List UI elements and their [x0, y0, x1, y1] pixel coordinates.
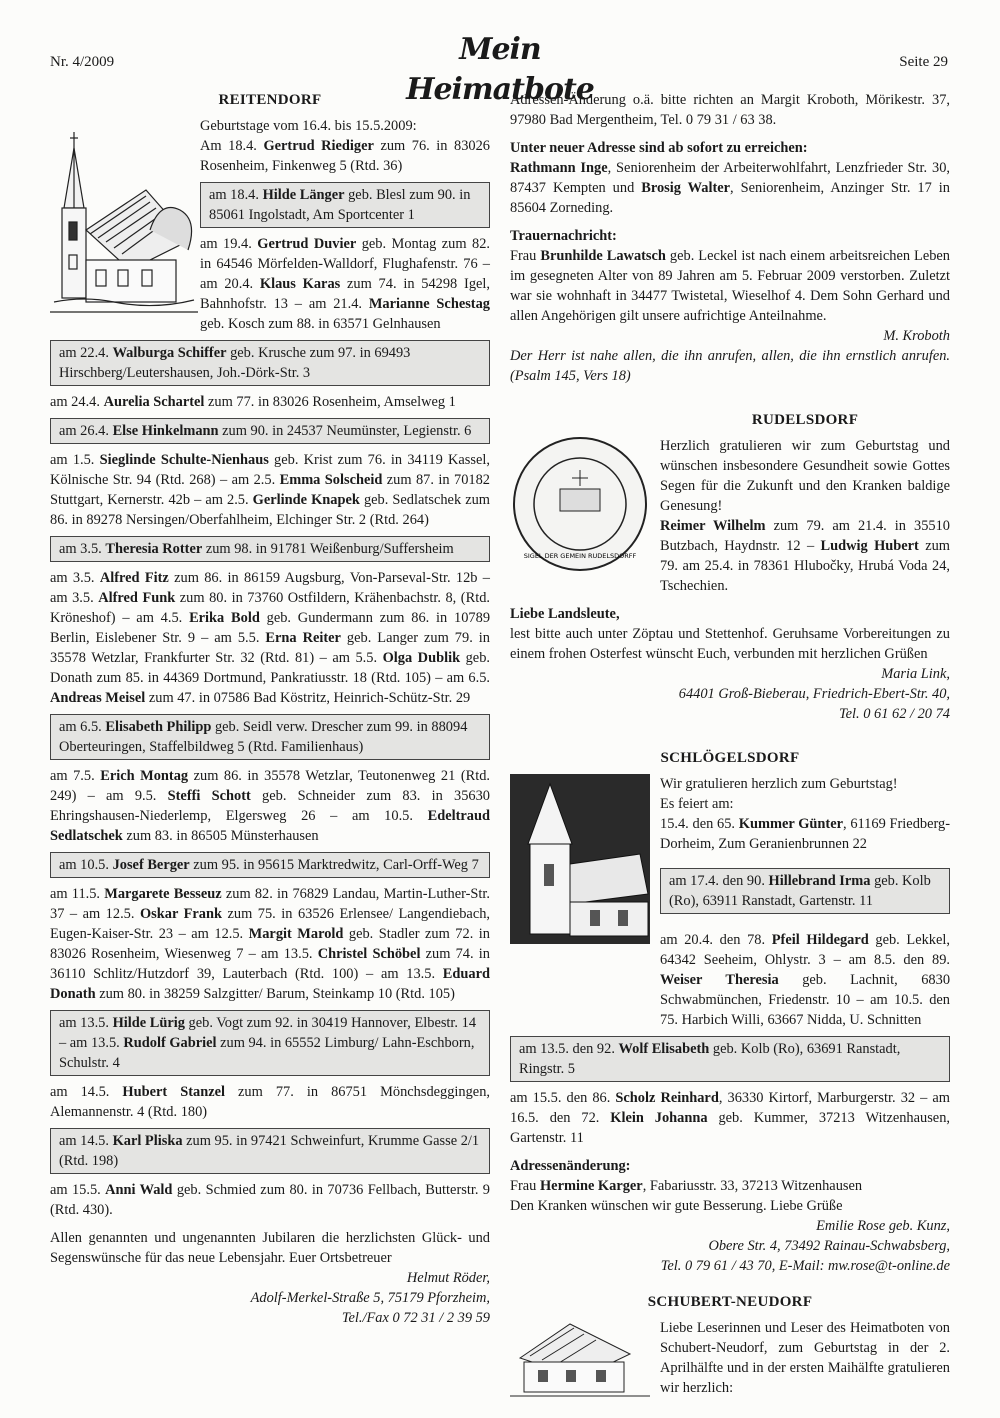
issue-number: Nr. 4/2009 — [50, 54, 115, 70]
get-well-text: Den Kranken wünschen wir gute Besserung. Liebe Grüße — [510, 1198, 843, 1214]
reitendorf-heading: REITENDORF — [218, 92, 322, 108]
signature-address: 64401 Groß-Bieberau, Friedrich-Ebert-Str. 40, — [678, 686, 950, 702]
left-column — [50, 90, 490, 1328]
greeting-text: lest bitte auch unter Zöptau und Stettenhof. Geruhsame Vorbereitungen zu einem frohen Osterfest wünscht Euch, verbunden mit herzlichen Grüßen — [510, 626, 950, 662]
reitendorf-intro: Geburtstage vom 16.4. bis 15.5.2009: — [200, 118, 417, 134]
signature-contact: Tel. 0 79 61 / 43 70, E-Mail: mw.rose@t-online.de — [660, 1258, 950, 1274]
signature-phone: Tel./Fax 0 72 31 / 2 39 59 — [341, 1310, 490, 1326]
schubert-neudorf-heading: SCHUBERT-NEUDORF — [647, 1294, 813, 1310]
list-item: am 20.4. den 78. Pfeil Hildegard geb. Lekkel, 64342 Seeheim, Ohlystr. 3 – am 8.5. den 89. Weiser Theresia geb. Lachnit, 6830 Schwabmünchen, Friedenstr. 10 – am 10.5. den 75. Harbich Willi, 63667 Nidda, U. Schnitten — [660, 932, 951, 1028]
highlight-box: am 6.5. Elisabeth Philipp geb. Seidl verw. Drescher zum 99. in 88094 Oberteuringen, Staffelbildweg 5 (Rtd. Familienhaus) — [50, 714, 490, 760]
page-number: Seite 29 — [899, 54, 948, 70]
highlight-box: am 22.4. Walburga Schiffer geb. Krusche zum 97. in 69493 Hirschberg/Leutershausen, Joh.-Dörk-Str. 3 — [50, 340, 490, 386]
address-change-heading: Adressenänderung: — [510, 1158, 631, 1174]
mourning-text: Frau Brunhilde Lawatsch geb. Leckel ist nach einem arbeitsreichen Leben im gesegneten Alter von 89 Jahren am 5. Februar 2009 verstorben. Zuletzt war sie wohnhaft in 34477 Twistetal, Wieselhof 4. Dem Sohn Gerhard und allen Angehörigen gilt unsere aufrichtige Anteilnahme. — [510, 248, 950, 324]
list-item: Am 18.4. Gertrud Riediger zum 76. in 83026 Rosenheim, Finkenweg 5 (Rtd. 36) — [200, 138, 490, 174]
highlight-box: am 14.5. Karl Pliska zum 95. in 97421 Schweinfurt, Krumme Gasse 2/1 (Rtd. 198) — [50, 1128, 490, 1174]
highlight-box: am 13.5. Hilde Lürig geb. Vogt zum 92. in 30419 Hannover, Elbestr. 14 – am 13.5. Rudolf Gabriel zum 94. in 65552 Limburg/ Lahn-Eschborn, Schulstr. 4 — [50, 1010, 490, 1076]
list-item: am 15.5. Anni Wald geb. Schmied zum 80. in 70736 Fellbach, Butterstr. 9 (Rtd. 430). — [50, 1182, 491, 1218]
psalm-quote: Der Herr ist nahe allen, die ihn anrufen, allen, die ihn ernstlich anrufen. (Psalm 145, Vers 18) — [510, 348, 950, 384]
list-item: am 11.5. Margarete Besseuz zum 82. in 76829 Landau, Martin-Luther-Str. 37 – am 12.5. Oskar Frank zum 75. in 63526 Erlensee/ Langendiebach, Eugen-Kaiser-Str. 23 – am 12.5. Margit Marold geb. Stadler zum 72. in 83026 Rosenheim, Wiesenweg 7 – am 13.5. Christel Schöbel zum 74. in 36110 Schlitz/Hutzdorf 39, Lauterbach (Rtd. 100) – am 13.5. Eduard Donath zum 80. in 38259 Salzgitter/ Barum, Steinkamp 10 (Rtd. 105) — [50, 886, 491, 1002]
signature-name: Helmut Röder, — [406, 1270, 490, 1286]
schloegelsdorf-chapel-illustration — [510, 774, 650, 944]
rudelsdorf-heading: RUDELSDORF — [751, 412, 859, 428]
list-item: am 3.5. Alfred Fitz zum 86. in 86159 Augsburg, Von-Parseval-Str. 12b – am 3.5. Alfred Funk zum 80. in 73760 Ostfildern, Krähenbachstr. 8, (Rtd. Kröneshof) – am 4.5. Erika Bold geb. Gundermann zum 86. in 10789 Berlin, Eislebener Str. 9 – am 5.5. Erna Reiter geb. Langer zum 79. in 35578 Wetzlar, Frankfurter Str. 32 (Rtd. 81) – am 5.5. Olga Dublik geb. Donath zum 85. in 44369 Dortmund, Pankratiusstr. 18 (Rtd. 105) – am 6.5. Andreas Meisel zum 47. in 07586 Bad Köstritz, Heinrich-Schütz-Str. 29 — [50, 570, 491, 706]
greeting-heading: Liebe Landsleute, — [510, 606, 620, 622]
highlight-box: am 3.5. Theresia Rotter zum 98. in 91781 Weißenburg/Suffersheim — [50, 536, 490, 562]
schloegelsdorf-intro-1: Wir gratulieren herzlich zum Geburtstag! — [660, 776, 898, 792]
highlight-box: am 13.5. den 92. Wolf Elisabeth geb. Kolb (Ro), 63691 Ranstadt, Ringstr. 5 — [510, 1036, 950, 1082]
signature-address: Adolf-Merkel-Straße 5, 75179 Pforzheim, — [250, 1290, 490, 1306]
highlight-box: am 26.4. Else Hinkelmann zum 90. in 24537 Neumünster, Legienstr. 6 — [50, 418, 490, 444]
new-address-text: Rathmann Inge, Seniorenheim der Arbeiterwohlfahrt, Lenzfrieder Str. 30, 87437 Kempten und Brosig Walter, Seniorenheim, Anzinger Str. 17 in 85604 Zorneding. — [510, 160, 950, 216]
closing-wishes: Allen genannten und ungenannten Jubilaren die herzlichsten Glück- und Segenswünsche für das neue Lebensjahr. Euer Ortsbetreuer — [50, 1230, 490, 1266]
schubert-neudorf-text: Liebe Leserinnen und Leser des Heimatboten von Schubert-Neudorf, zum Geburtstag in der 2. Aprilhälfte und in der ersten Maihälfte gratulieren wir herzlich: — [660, 1320, 950, 1396]
masthead-logo: Mein Heimatbote — [406, 32, 594, 107]
mourning-heading: Trauernachricht: — [510, 228, 617, 244]
rudelsdorf-intro: Herzlich gratulieren wir zum Geburtstag und wünschen insbesondere Gesundheit sowie Gottes Segen für die Zukunft und den Kranken baldige Genesung! — [660, 438, 950, 514]
list-item: am 1.5. Sieglinde Schulte-Nienhaus geb. Krist zum 76. in 34119 Kassel, Kölnische Str. 94 (Rtd. 268) – am 2.5. Emma Solscheid zum 87. in 70182 Stuttgart, Kernerstr. 42b – am 2.5. Gerlinde Knapek geb. Sedlatschek zum 86. in 89278 Nersingen/Oberfahlheim, Elchinger Str. 2 (Rtd. 264) — [50, 452, 490, 528]
schloegelsdorf-intro-2: Es feiert am: — [660, 796, 734, 812]
signature-phone: Tel. 0 61 62 / 20 74 — [838, 706, 950, 722]
rudelsdorf-seal-illustration — [510, 434, 650, 574]
schubert-neudorf-house-illustration — [510, 1318, 650, 1398]
list-item: 15.4. den 65. Kummer Günter, 61169 Friedberg-Dorheim, Zum Geranienbrunnen 22 — [660, 816, 950, 852]
signature-name: Maria Link, — [881, 666, 950, 682]
list-item: am 19.4. Gertrud Duvier geb. Montag zum 82. in 64546 Mörfelden-Walldorf, Flughafenstr. 76 – am 20.4. Klaus Karas zum 74. in 54298 Igel, Bahnhofstr. 13 – am 21.4. Marianne Schestag geb. Kosch zum 88. in 63571 Gelnhausen — [200, 236, 490, 332]
highlight-box: am 18.4. Hilde Länger geb. Blesl zum 90. in 85061 Ingolstadt, Am Sportcenter 1 — [200, 182, 490, 228]
highlight-box: am 17.4. den 90. Hillebrand Irma geb. Kolb (Ro), 63911 Ranstadt, Gartenstr. 11 — [660, 868, 950, 914]
new-address-heading: Unter neuer Adresse sind ab sofort zu erreichen: — [510, 140, 808, 156]
list-item: am 15.5. den 86. Scholz Reinhard, 36330 Kirtorf, Marburgerstr. 32 – am 16.5. den 72. Klein Johanna geb. Kummer, 37213 Witzenhausen, Gartenstr. 11 — [510, 1090, 950, 1146]
list-item: am 14.5. Hubert Stanzel zum 77. in 86751 Mönchsdeggingen, Alemannenstr. 4 (Rtd. 180) — [50, 1084, 490, 1120]
list-item: am 24.4. Aurelia Schartel zum 77. in 83026 Rosenheim, Amselweg 1 — [50, 394, 456, 410]
address-change-note: Adressen-Änderung o.ä. bitte richten an Margit Kroboth, Mörikestr. 37, 97980 Bad Mergentheim, Tel. 0 79 31 / 63 38. — [510, 92, 950, 128]
mourning-signature: M. Kroboth — [883, 328, 950, 344]
list-item: Reimer Wilhelm zum 79. am 21.4. in 35510 Butzbach, Haydnstr. 12 – Ludwig Hubert zum 79. am 25.4. in 78361 Hlubočky, Hrubá Voda 24, Tschechien. — [660, 518, 950, 594]
signature-name: Emilie Rose geb. Kunz, — [816, 1218, 950, 1234]
schloegelsdorf-heading: SCHLÖGELSDORF — [660, 750, 800, 766]
address-change-text: Frau Hermine Karger, Fabariusstr. 33, 37213 Witzenhausen — [510, 1178, 863, 1194]
highlight-box: am 10.5. Josef Berger zum 95. in 95615 Marktredwitz, Carl-Orff-Weg 7 — [50, 852, 490, 878]
right-column — [510, 90, 950, 1398]
signature-address: Obere Str. 4, 73492 Rainau-Schwabsberg, — [708, 1238, 950, 1254]
list-item: am 7.5. Erich Montag zum 86. in 35578 Wetzlar, Teutonenweg 21 (Rtd. 249) – am 9.5. Steffi Schott geb. Schneider zum 83. in 35630 Ehringshausen-Niederlemp, Elgersweg 26 – am 10.5. Edeltraud Sedlatschek zum 83. in 86505 Münsterhausen — [50, 768, 490, 844]
seal-text: SIGEL DER GEMEIN RUDELSDORFF — [523, 552, 637, 560]
